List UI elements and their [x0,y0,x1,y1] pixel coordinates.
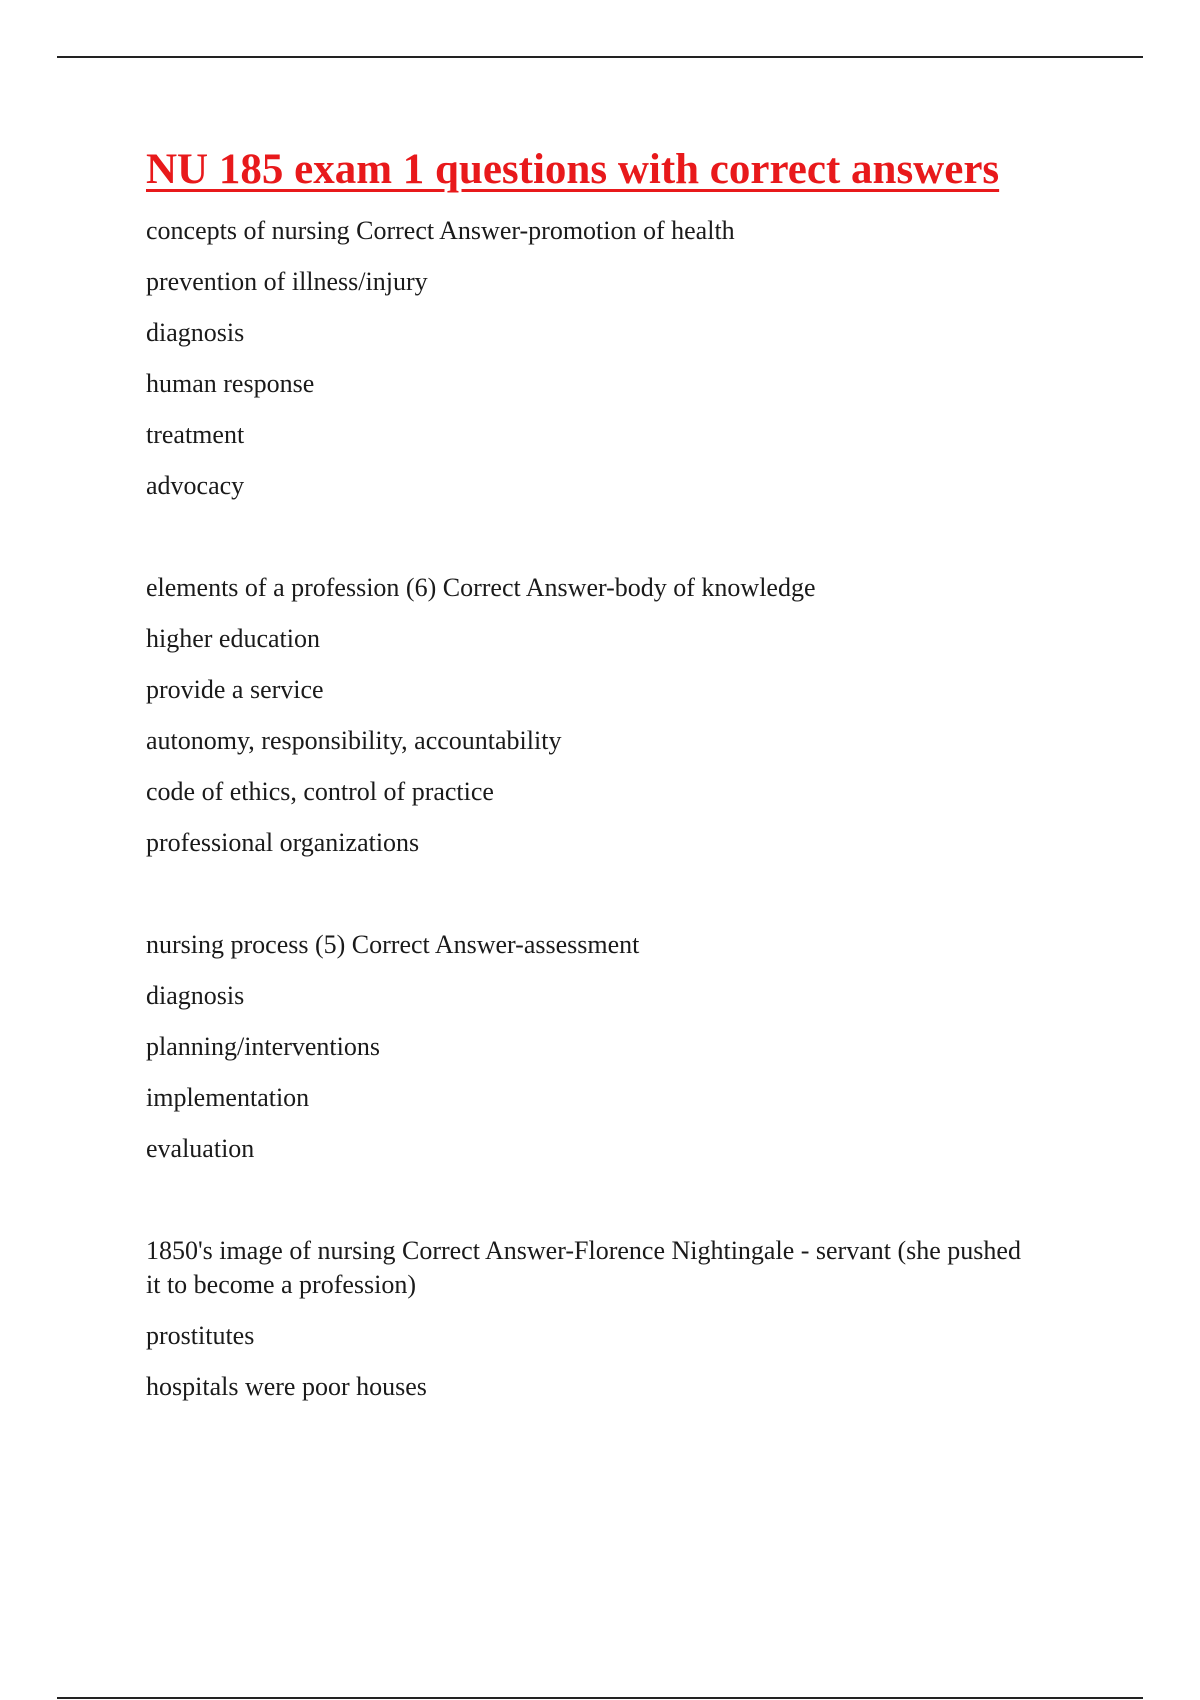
answer-line: human response [146,369,315,398]
answer-line: treatment [146,420,245,449]
qa-block-elements-of-a-profession [146,571,1046,877]
question-line: nursing process (5) Correct Answer-assessment [146,930,640,959]
answer-line: evaluation [146,1134,255,1163]
question-line: 1850's image of nursing Correct Answer-Florence Nightingale - servant (she pushed it to become a profession) [146,1236,1021,1299]
answer-line: advocacy [146,471,245,500]
answer-line: implementation [146,1083,310,1112]
question-line: elements of a profession (6) Correct Answer-body of knowledge [146,573,816,602]
answer-line: prevention of illness/injury [146,267,428,296]
answer-line: autonomy, responsibility, accountability [146,726,562,755]
header-rule [57,56,1143,58]
answer-line: diagnosis [146,318,245,347]
footer-rule [57,1697,1143,1699]
qa-block-concepts-of-nursing [146,214,1046,520]
answer-line: diagnosis [146,981,245,1010]
question-line: concepts of nursing Correct Answer-promotion of health [146,216,735,245]
qa-block-1850s-image-of-nursing [146,1234,1046,1421]
answer-line: provide a service [146,675,324,704]
answer-line: hospitals were poor houses [146,1372,427,1401]
answer-line: professional organizations [146,828,420,857]
answer-line: higher education [146,624,320,653]
document-body [146,140,1046,1472]
answer-line: code of ethics, control of practice [146,777,494,806]
answer-line: planning/interventions [146,1032,380,1061]
qa-block-nursing-process [146,928,1046,1183]
answer-line: prostitutes [146,1321,255,1350]
document-title: NU 185 exam 1 questions with correct answers [146,146,1000,193]
